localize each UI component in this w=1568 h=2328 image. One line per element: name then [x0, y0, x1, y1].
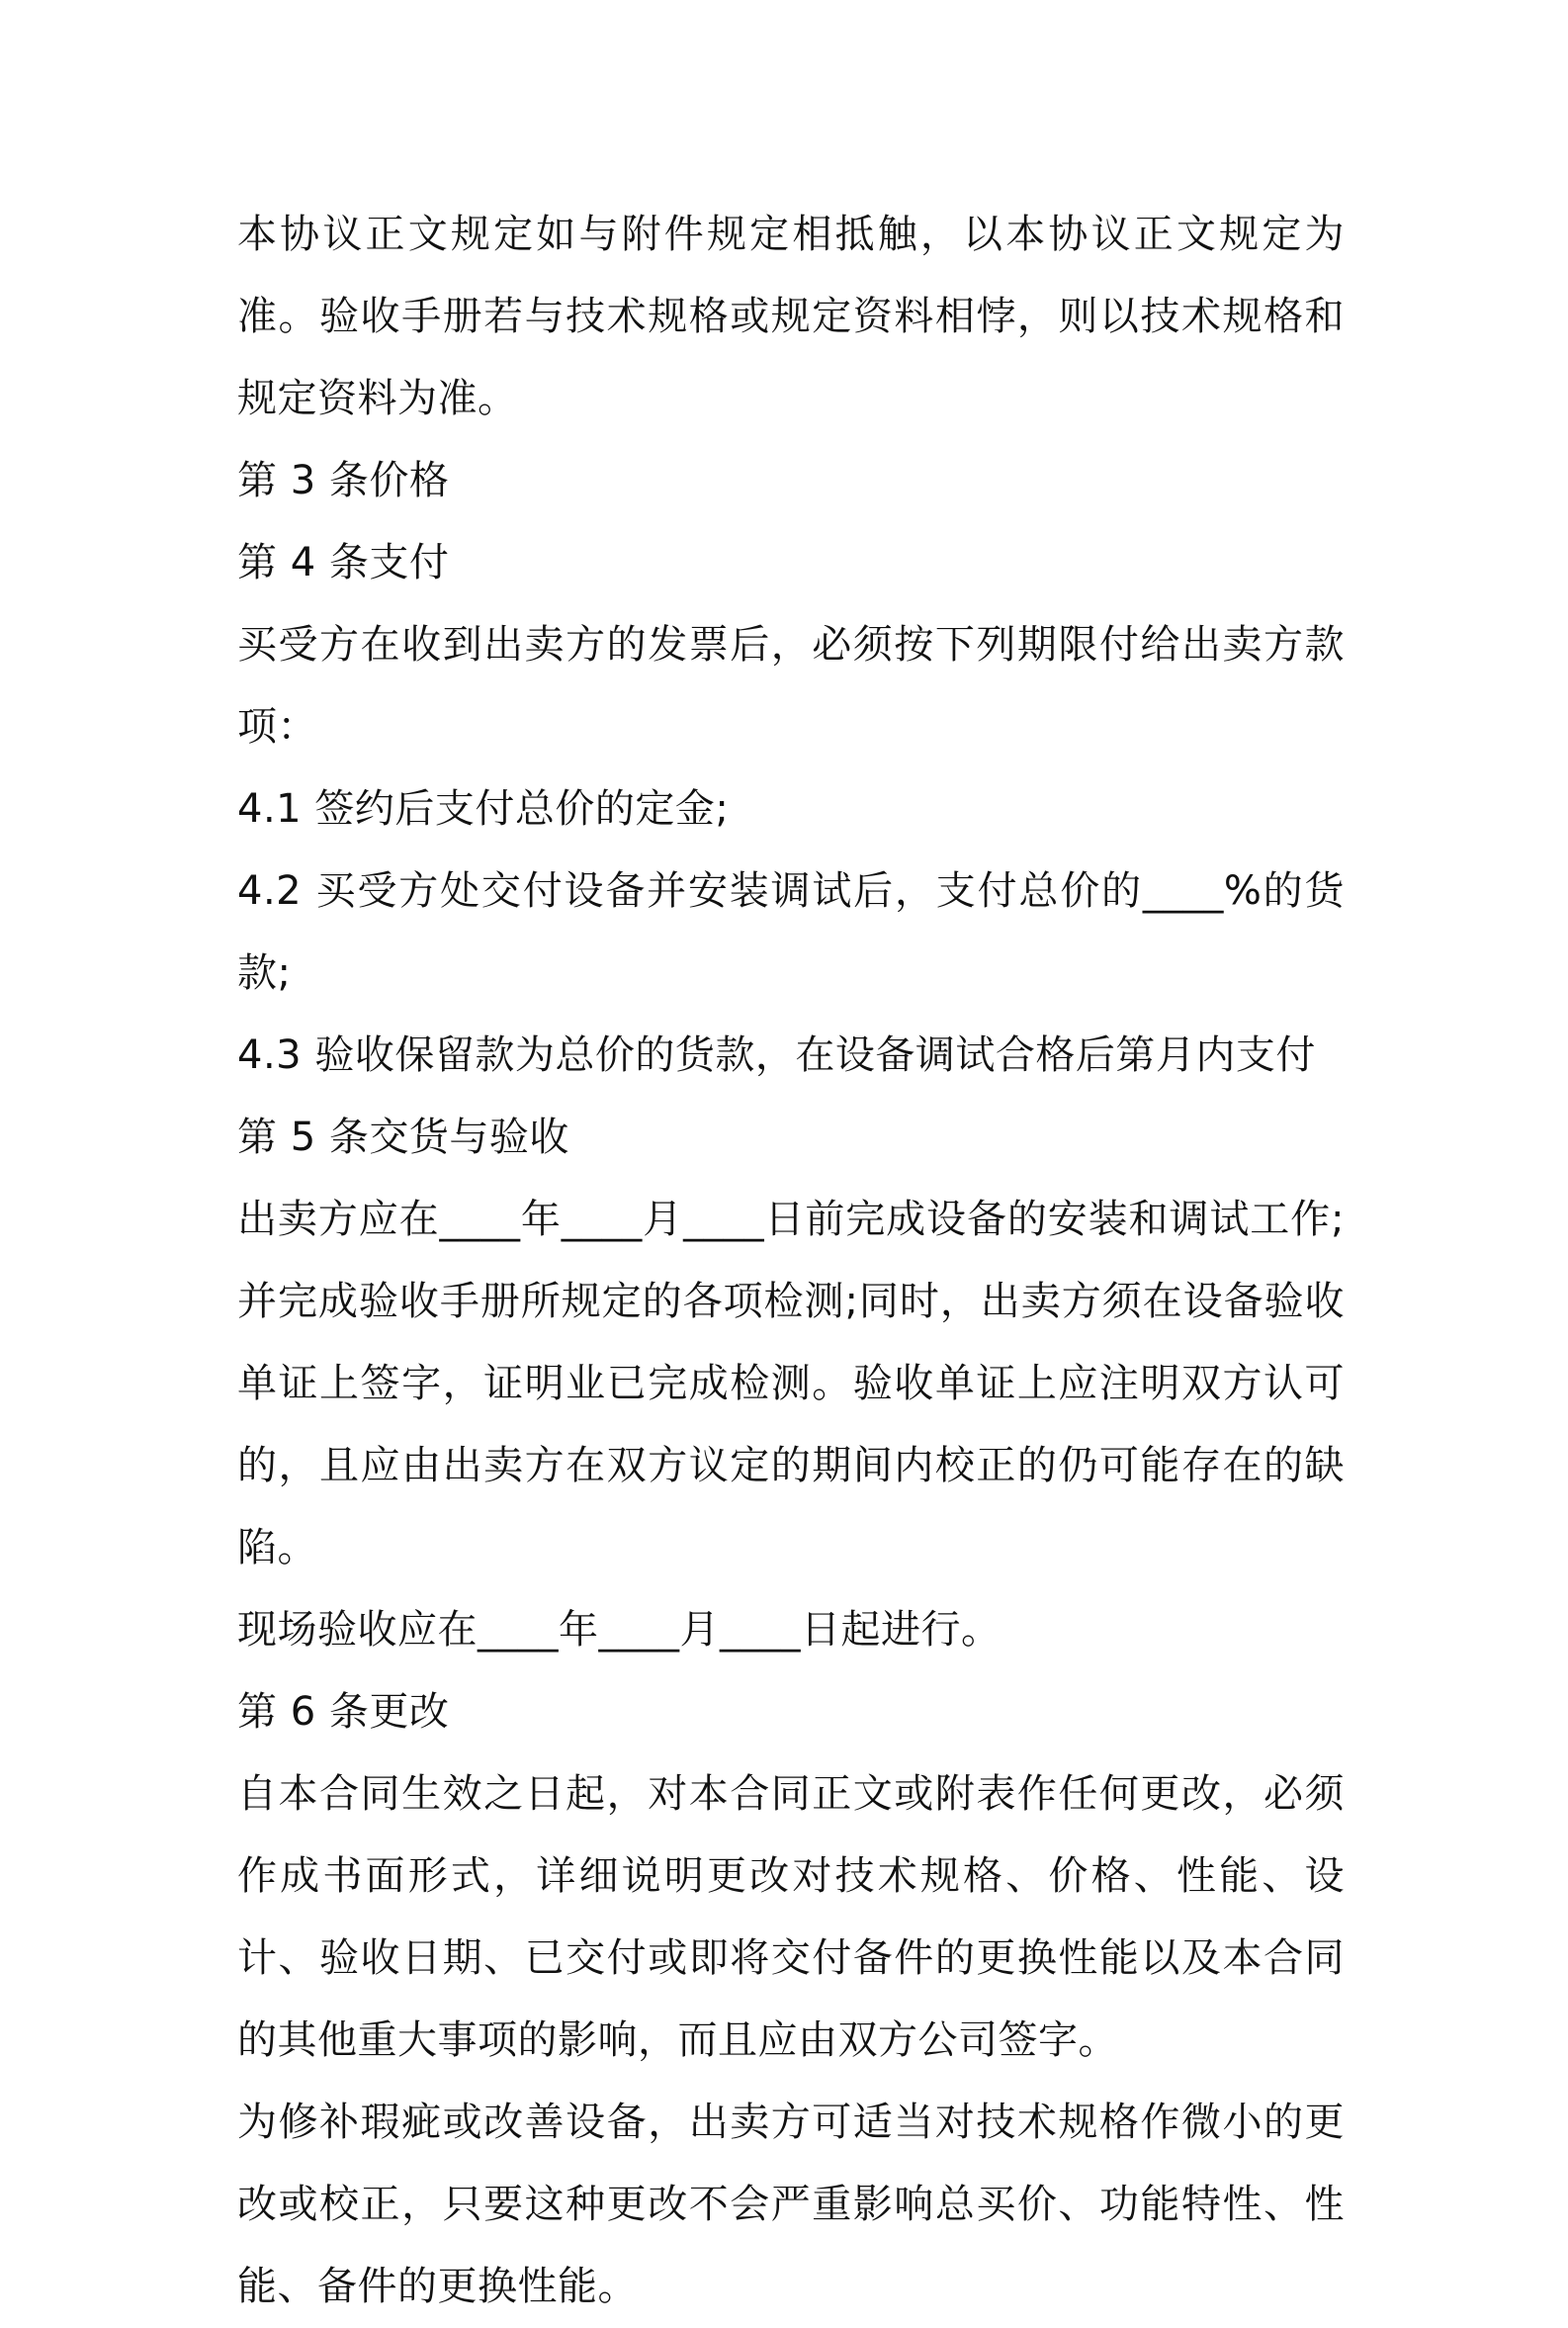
clause-4-3: 4.3 验收保留款为总价的货款，在设备调试合格后第月内支付 — [237, 1032, 1316, 1078]
heading-article-4-payment: 第 4 条支付 — [237, 540, 450, 585]
paragraph-installation: 出卖方应在____年____月____日前完成设备的安装和调试工作;并完成验收手册所规定的各项检测;同时，出卖方须在设备验收单证上签字，证明业已完成检测。验收单证上应注明双方认可的，且应由出卖方在双方议定的期间内校正的仍可能存在的缺陷。 — [237, 1197, 1345, 1570]
paragraph-site-acceptance: 现场验收应在____年____月____日起进行。 — [237, 1607, 1002, 1653]
heading-article-5-delivery: 第 5 条交货与验收 — [237, 1115, 569, 1160]
paragraph-precedence: 本协议正文规定如与附件规定相抵触，以本协议正文规定为准。验收手册若与技术规格或规定资料相悖，则以技术规格和规定资料为准。 — [237, 212, 1345, 421]
clause-4-2: 4.2 买受方处交付设备并安装调试后，支付总价的____%的货款; — [237, 868, 1345, 996]
clause-4-1: 4.1 签约后支付总价的定金; — [237, 786, 730, 832]
heading-article-6-changes: 第 6 条更改 — [237, 1689, 450, 1735]
heading-article-3-price: 第 3 条价格 — [237, 458, 450, 503]
paragraph-payment-terms: 买受方在收到出卖方的发票后，必须按下列期限付给出卖方款项： — [237, 622, 1345, 750]
paragraph-changes-written: 自本合同生效之日起，对本合同正文或附表作任何更改，必须作成书面形式，详细说明更改对技术规格、价格、性能、设计、验收日期、已交付或即将交付备件的更换性能以及本合同的其他重大事项的影响，而且应由双方公司签字。 — [237, 1771, 1345, 2063]
document-body — [237, 194, 1345, 2328]
paragraph-minor-changes: 为修补瑕疵或改善设备，出卖方可适当对技术规格作微小的更改或校正，只要这种更改不会严重影响总买价、功能特性、性能、备件的更换性能。 — [237, 2100, 1345, 2309]
